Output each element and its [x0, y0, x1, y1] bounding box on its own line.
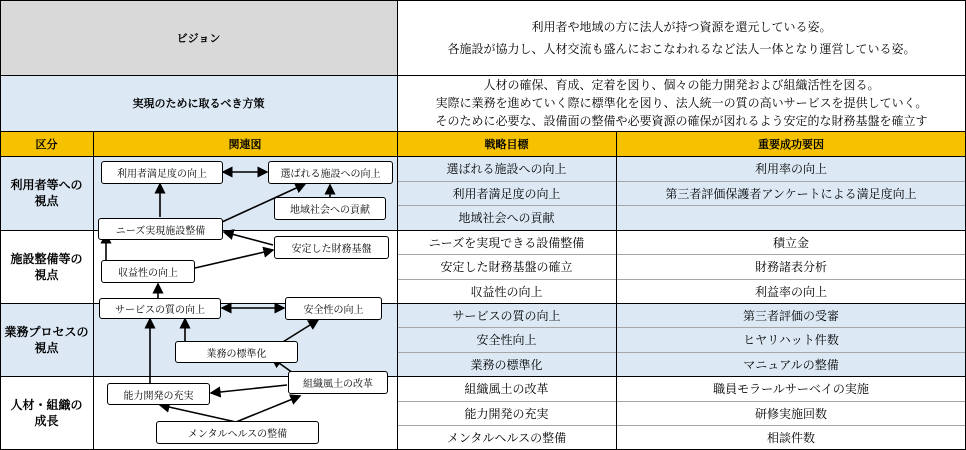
header-category: 区分	[0, 131, 93, 156]
diagram-box-mental: メンタルヘルスの整備	[156, 421, 319, 444]
diagram-box-finance: 安定した財務基盤	[274, 236, 389, 259]
category-line: 視点	[34, 194, 59, 208]
goal-cell: 能力開発の充実	[397, 401, 616, 425]
factor-cell: 研修実施回数	[616, 401, 966, 425]
arrow	[236, 396, 300, 422]
diagram-box-chosen-facility: 選ばれる施設への向上	[268, 161, 393, 184]
policy-line-3: そのために必要な、設備面の整備や必要資源の確保が図れるよう安定的な財務基盤を確立す	[435, 114, 928, 128]
policy-label: 実現のために取るべき方策	[0, 75, 397, 131]
arrow	[160, 405, 236, 422]
factor-cell: 積立金	[616, 230, 966, 254]
arrow	[195, 250, 273, 268]
diagram-box-service-quality: サービスの質の向上	[99, 298, 221, 319]
diagram-box-safety: 安全性の向上	[285, 297, 382, 320]
vision-label: ビジョン	[0, 0, 397, 75]
category-line: 成長	[34, 414, 59, 428]
category-line: 人材・組織の	[10, 398, 83, 412]
goal-cell: 組織風土の改革	[397, 376, 616, 401]
vision-line-2: 各施設が協力し、人材交流も盛んにおこなわれるなど法人一体となり運営している姿。	[447, 41, 916, 56]
goal-cell: 安全性向上	[397, 327, 616, 352]
policy-line-1: 人材の確保、育成、定着を図り、個々の能力開発および組織活性を図る。	[483, 78, 880, 92]
vision-line-1: 利用者や地域の方に法人が持つ資源を還元している姿。	[531, 19, 832, 34]
header-goal: 戦略目標	[397, 131, 616, 156]
goal-cell: メンタルヘルスの整備	[397, 425, 616, 450]
arrow	[224, 232, 273, 245]
goal-cell: サービスの質の向上	[397, 303, 616, 327]
category-line: 視点	[34, 267, 59, 282]
arrow	[211, 385, 287, 393]
diagram-box-culture: 組織風土の改革	[288, 371, 388, 394]
header-diagram: 関連図	[93, 131, 397, 156]
category-line: 視点	[34, 340, 59, 355]
diagram-box-community: 地域社会への貢献	[274, 197, 386, 220]
category-line: 業務プロセスの	[4, 324, 89, 339]
goal-cell: 利用者満足度の向上	[397, 181, 616, 205]
category-line: 利用者等への	[10, 178, 83, 192]
diagram-box-needs-facility: ニーズ実現施設整備	[98, 218, 223, 240]
factor-cell: 職員モラールサーベイの実施	[616, 376, 966, 401]
factor-cell: 第三者評価の受審	[616, 303, 966, 327]
factor-cell: ヒヤリハット件数	[616, 327, 966, 352]
goal-cell: ニーズを実現できる設備整備	[397, 230, 616, 254]
factor-cell: 利用率の向上	[616, 156, 966, 181]
policy-line-2: 実際に業務を進めていく際に標準化を図り、法人統一の質の高いサービスを提供していく。	[435, 96, 928, 110]
diagram-box-profitability: 収益性の向上	[101, 260, 195, 283]
goal-cell: 地域社会への貢献	[397, 205, 616, 230]
goal-cell: 収益性の向上	[397, 279, 616, 303]
factor-cell: 第三者評価保護者アンケートによる満足度向上	[616, 181, 966, 205]
factor-cell: 財務諸表分析	[616, 254, 966, 279]
diagram-box-standardization: 業務の標準化	[175, 341, 298, 363]
factor-cell: 相談件数	[616, 425, 966, 450]
category-line: 施設整備等の	[10, 251, 83, 266]
header-factor: 重要成功要因	[616, 131, 966, 156]
factor-cell: 利益率の向上	[616, 279, 966, 303]
goal-cell: 選ばれる施設への向上	[397, 156, 616, 181]
goal-cell: 業務の標準化	[397, 352, 616, 376]
diagram-box-ability: 能力開発の充実	[107, 383, 210, 405]
diagram-box-user-satisfaction: 利用者満足度の向上	[101, 161, 223, 184]
factor-cell: マニュアルの整備	[616, 352, 966, 376]
goal-cell: 安定した財務基盤の確立	[397, 254, 616, 279]
